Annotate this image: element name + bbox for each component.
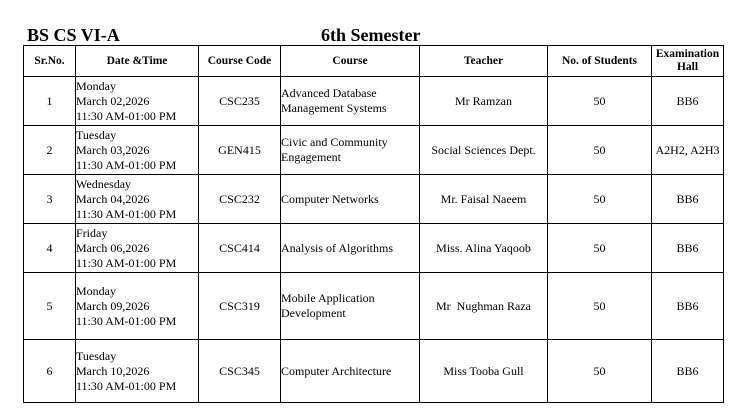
teacher-cell: Social Sciences Dept. — [420, 126, 548, 175]
teacher-cell: Miss. Alina Yaqoob — [420, 224, 548, 273]
col-header-teacher: Teacher — [420, 46, 548, 77]
col-header-date-time: Date &Time — [76, 46, 199, 77]
col-header-course: Course — [281, 46, 420, 77]
table-row — [24, 175, 724, 224]
date-time-cell — [76, 126, 199, 175]
exam-schedule-table — [23, 45, 724, 403]
teacher-cell: Mr. Faisal Naeem — [420, 175, 548, 224]
date-time-cell — [76, 77, 199, 126]
hall-cell: BB6 — [652, 77, 724, 126]
date-text: March 09,2026 — [76, 298, 150, 313]
teacher-cell: Miss Tooba Gull — [420, 340, 548, 403]
course-code-cell: CSC414 — [199, 224, 281, 273]
sr-no-cell: 6 — [24, 340, 76, 403]
students-cell: 50 — [548, 175, 652, 224]
hall-cell: A2H2, A2H3 — [652, 126, 724, 175]
course-cell: Civic and Community Engagement — [281, 126, 420, 175]
teacher-cell: Mr Nughman Raza — [420, 273, 548, 340]
course-code-cell: CSC319 — [199, 273, 281, 340]
table-row — [24, 224, 724, 273]
teacher-cell: Mr Ramzan — [420, 77, 548, 126]
hall-cell: BB6 — [652, 340, 724, 403]
date-text: March 02,2026 — [76, 93, 150, 108]
course-cell: Analysis of Algorithms — [281, 224, 420, 273]
class-title: BS CS VI-A — [27, 25, 120, 45]
date-text: March 04,2026 — [76, 191, 150, 206]
sr-no-cell: 5 — [24, 273, 76, 340]
day-text: Tuesday — [76, 127, 117, 142]
time-text: 11:30 AM-01:00 PM — [76, 108, 177, 123]
col-header-examination-hall: Examination Hall — [652, 46, 724, 77]
date-text: March 03,2026 — [76, 142, 150, 157]
time-text: 11:30 AM-01:00 PM — [76, 313, 177, 328]
sr-no-cell: 2 — [24, 126, 76, 175]
hall-cell: BB6 — [652, 273, 724, 340]
date-text: March 06,2026 — [76, 240, 150, 255]
date-time-cell — [76, 273, 199, 340]
students-cell: 50 — [548, 77, 652, 126]
col-header-sr-no: Sr.No. — [24, 46, 76, 77]
date-time-cell — [76, 175, 199, 224]
semester-title: 6th Semester — [321, 25, 421, 45]
day-text: Tuesday — [76, 348, 117, 363]
day-text: Monday — [76, 283, 116, 298]
course-cell: Advanced Database Management Systems — [281, 77, 420, 126]
sr-no-cell: 1 — [24, 77, 76, 126]
hall-cell: BB6 — [652, 224, 724, 273]
date-time-cell — [76, 340, 199, 403]
course-cell: Computer Architecture — [281, 340, 420, 403]
day-text: Wednesday — [76, 176, 132, 191]
course-cell: Computer Networks — [281, 175, 420, 224]
table-row — [24, 273, 724, 340]
students-cell: 50 — [548, 224, 652, 273]
date-text: March 10,2026 — [76, 363, 150, 378]
table-row — [24, 340, 724, 403]
course-code-cell: CSC345 — [199, 340, 281, 403]
time-text: 11:30 AM-01:00 PM — [76, 378, 177, 393]
table-row — [24, 77, 724, 126]
date-time-cell — [76, 224, 199, 273]
students-cell: 50 — [548, 340, 652, 403]
col-header-course-code: Course Code — [199, 46, 281, 77]
students-cell: 50 — [548, 273, 652, 340]
hall-cell: BB6 — [652, 175, 724, 224]
course-code-cell: CSC235 — [199, 77, 281, 126]
sr-no-cell: 3 — [24, 175, 76, 224]
table-header-row — [24, 46, 724, 77]
course-code-cell: GEN415 — [199, 126, 281, 175]
time-text: 11:30 AM-01:00 PM — [76, 206, 177, 221]
time-text: 11:30 AM-01:00 PM — [76, 157, 177, 172]
day-text: Friday — [76, 225, 108, 240]
col-header-no-of-students: No. of Students — [548, 46, 652, 77]
table-row — [24, 126, 724, 175]
course-code-cell: CSC232 — [199, 175, 281, 224]
students-cell: 50 — [548, 126, 652, 175]
sr-no-cell: 4 — [24, 224, 76, 273]
time-text: 11:30 AM-01:00 PM — [76, 255, 177, 270]
day-text: Monday — [76, 78, 116, 93]
course-cell: Mobile Application Development — [281, 273, 420, 340]
